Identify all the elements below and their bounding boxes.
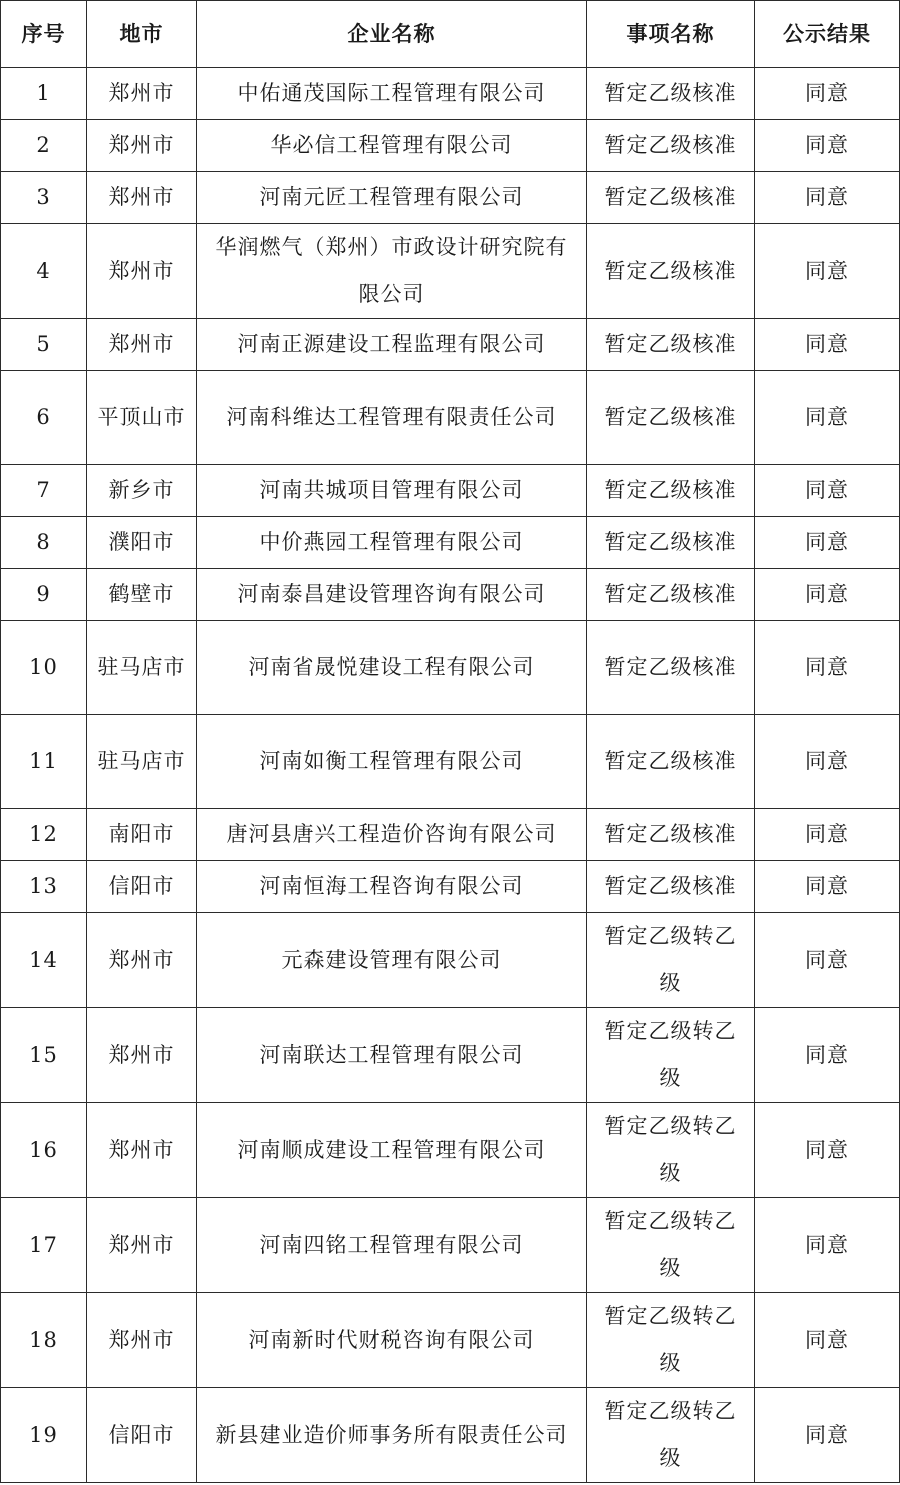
cell-city: 驻马店市 bbox=[87, 715, 197, 809]
cell-no: 5 bbox=[1, 319, 87, 371]
cell-no: 3 bbox=[1, 172, 87, 224]
cell-no: 14 bbox=[1, 913, 87, 1008]
cell-city: 郑州市 bbox=[87, 319, 197, 371]
table-row bbox=[1, 319, 900, 371]
table-row bbox=[1, 1103, 900, 1198]
cell-no: 17 bbox=[1, 1198, 87, 1293]
cell-city: 信阳市 bbox=[87, 1388, 197, 1483]
cell-city: 濮阳市 bbox=[87, 517, 197, 569]
cell-item: 暂定乙级核准 bbox=[587, 621, 755, 715]
cell-company: 唐河县唐兴工程造价咨询有限公司 bbox=[197, 809, 587, 861]
cell-item: 暂定乙级核准 bbox=[587, 809, 755, 861]
table-row bbox=[1, 1388, 900, 1483]
cell-result: 同意 bbox=[755, 319, 900, 371]
cell-city: 南阳市 bbox=[87, 809, 197, 861]
cell-company: 华必信工程管理有限公司 bbox=[197, 120, 587, 172]
cell-result: 同意 bbox=[755, 120, 900, 172]
cell-company: 河南元匠工程管理有限公司 bbox=[197, 172, 587, 224]
cell-city: 郑州市 bbox=[87, 1198, 197, 1293]
table-row bbox=[1, 1293, 900, 1388]
cell-city: 鹤壁市 bbox=[87, 569, 197, 621]
cell-company: 元森建设管理有限公司 bbox=[197, 913, 587, 1008]
cell-result: 同意 bbox=[755, 68, 900, 120]
cell-item: 暂定乙级核准 bbox=[587, 517, 755, 569]
cell-company: 河南恒海工程咨询有限公司 bbox=[197, 861, 587, 913]
table-row bbox=[1, 861, 900, 913]
cell-item: 暂定乙级转乙级 bbox=[587, 1103, 755, 1198]
cell-item: 暂定乙级核准 bbox=[587, 172, 755, 224]
table-row bbox=[1, 465, 900, 517]
cell-item: 暂定乙级核准 bbox=[587, 569, 755, 621]
table-row bbox=[1, 224, 900, 319]
cell-result: 同意 bbox=[755, 1198, 900, 1293]
table-row bbox=[1, 517, 900, 569]
cell-result: 同意 bbox=[755, 809, 900, 861]
cell-no: 12 bbox=[1, 809, 87, 861]
cell-company: 河南正源建设工程监理有限公司 bbox=[197, 319, 587, 371]
cell-no: 16 bbox=[1, 1103, 87, 1198]
cell-city: 驻马店市 bbox=[87, 621, 197, 715]
header-city: 地市 bbox=[87, 1, 197, 68]
cell-result: 同意 bbox=[755, 621, 900, 715]
cell-company: 河南联达工程管理有限公司 bbox=[197, 1008, 587, 1103]
table-row bbox=[1, 569, 900, 621]
cell-no: 1 bbox=[1, 68, 87, 120]
cell-item: 暂定乙级核准 bbox=[587, 68, 755, 120]
table-body bbox=[1, 68, 900, 1483]
cell-city: 郑州市 bbox=[87, 913, 197, 1008]
cell-result: 同意 bbox=[755, 861, 900, 913]
cell-result: 同意 bbox=[755, 517, 900, 569]
cell-no: 13 bbox=[1, 861, 87, 913]
table-row bbox=[1, 1198, 900, 1293]
cell-company: 河南新时代财税咨询有限公司 bbox=[197, 1293, 587, 1388]
cell-company: 中佑通茂国际工程管理有限公司 bbox=[197, 68, 587, 120]
cell-company: 河南顺成建设工程管理有限公司 bbox=[197, 1103, 587, 1198]
table-row bbox=[1, 172, 900, 224]
cell-result: 同意 bbox=[755, 569, 900, 621]
cell-no: 11 bbox=[1, 715, 87, 809]
table-row bbox=[1, 715, 900, 809]
cell-company: 河南泰昌建设管理咨询有限公司 bbox=[197, 569, 587, 621]
cell-result: 同意 bbox=[755, 715, 900, 809]
cell-city: 郑州市 bbox=[87, 1103, 197, 1198]
header-company: 企业名称 bbox=[197, 1, 587, 68]
cell-item: 暂定乙级转乙级 bbox=[587, 1388, 755, 1483]
header-item: 事项名称 bbox=[587, 1, 755, 68]
header-row bbox=[1, 1, 900, 68]
cell-company: 河南科维达工程管理有限责任公司 bbox=[197, 371, 587, 465]
cell-result: 同意 bbox=[755, 1293, 900, 1388]
cell-result: 同意 bbox=[755, 1008, 900, 1103]
cell-result: 同意 bbox=[755, 224, 900, 319]
cell-item: 暂定乙级核准 bbox=[587, 371, 755, 465]
cell-city: 信阳市 bbox=[87, 861, 197, 913]
cell-city: 新乡市 bbox=[87, 465, 197, 517]
cell-no: 19 bbox=[1, 1388, 87, 1483]
cell-no: 10 bbox=[1, 621, 87, 715]
cell-company: 河南四铭工程管理有限公司 bbox=[197, 1198, 587, 1293]
cell-result: 同意 bbox=[755, 371, 900, 465]
cell-city: 郑州市 bbox=[87, 120, 197, 172]
cell-result: 同意 bbox=[755, 465, 900, 517]
cell-no: 6 bbox=[1, 371, 87, 465]
cell-result: 同意 bbox=[755, 1103, 900, 1198]
table-row bbox=[1, 913, 900, 1008]
table-row bbox=[1, 371, 900, 465]
cell-city: 郑州市 bbox=[87, 68, 197, 120]
table-row bbox=[1, 809, 900, 861]
cell-item: 暂定乙级转乙级 bbox=[587, 1008, 755, 1103]
cell-item: 暂定乙级核准 bbox=[587, 861, 755, 913]
table-row bbox=[1, 120, 900, 172]
cell-company: 河南共城项目管理有限公司 bbox=[197, 465, 587, 517]
cell-city: 郑州市 bbox=[87, 224, 197, 319]
cell-result: 同意 bbox=[755, 1388, 900, 1483]
cell-result: 同意 bbox=[755, 172, 900, 224]
table-row bbox=[1, 1008, 900, 1103]
cell-item: 暂定乙级核准 bbox=[587, 120, 755, 172]
cell-no: 7 bbox=[1, 465, 87, 517]
cell-item: 暂定乙级核准 bbox=[587, 319, 755, 371]
cell-no: 15 bbox=[1, 1008, 87, 1103]
cell-no: 8 bbox=[1, 517, 87, 569]
cell-no: 2 bbox=[1, 120, 87, 172]
cell-no: 9 bbox=[1, 569, 87, 621]
cell-company: 河南省晟悦建设工程有限公司 bbox=[197, 621, 587, 715]
cell-item: 暂定乙级转乙级 bbox=[587, 913, 755, 1008]
cell-city: 郑州市 bbox=[87, 1293, 197, 1388]
cell-item: 暂定乙级核准 bbox=[587, 465, 755, 517]
cell-no: 4 bbox=[1, 224, 87, 319]
cell-city: 郑州市 bbox=[87, 172, 197, 224]
cell-item: 暂定乙级核准 bbox=[587, 224, 755, 319]
cell-item: 暂定乙级核准 bbox=[587, 715, 755, 809]
cell-company: 河南如衡工程管理有限公司 bbox=[197, 715, 587, 809]
table-row bbox=[1, 68, 900, 120]
cell-city: 郑州市 bbox=[87, 1008, 197, 1103]
cell-company: 新县建业造价师事务所有限责任公司 bbox=[197, 1388, 587, 1483]
cell-no: 18 bbox=[1, 1293, 87, 1388]
cell-company: 中价燕园工程管理有限公司 bbox=[197, 517, 587, 569]
header-result: 公示结果 bbox=[755, 1, 900, 68]
cell-item: 暂定乙级转乙级 bbox=[587, 1293, 755, 1388]
header-no: 序号 bbox=[1, 1, 87, 68]
cell-result: 同意 bbox=[755, 913, 900, 1008]
cell-city: 平顶山市 bbox=[87, 371, 197, 465]
cell-item: 暂定乙级转乙级 bbox=[587, 1198, 755, 1293]
cell-company: 华润燃气（郑州）市政设计研究院有限公司 bbox=[197, 224, 587, 319]
table-row bbox=[1, 621, 900, 715]
